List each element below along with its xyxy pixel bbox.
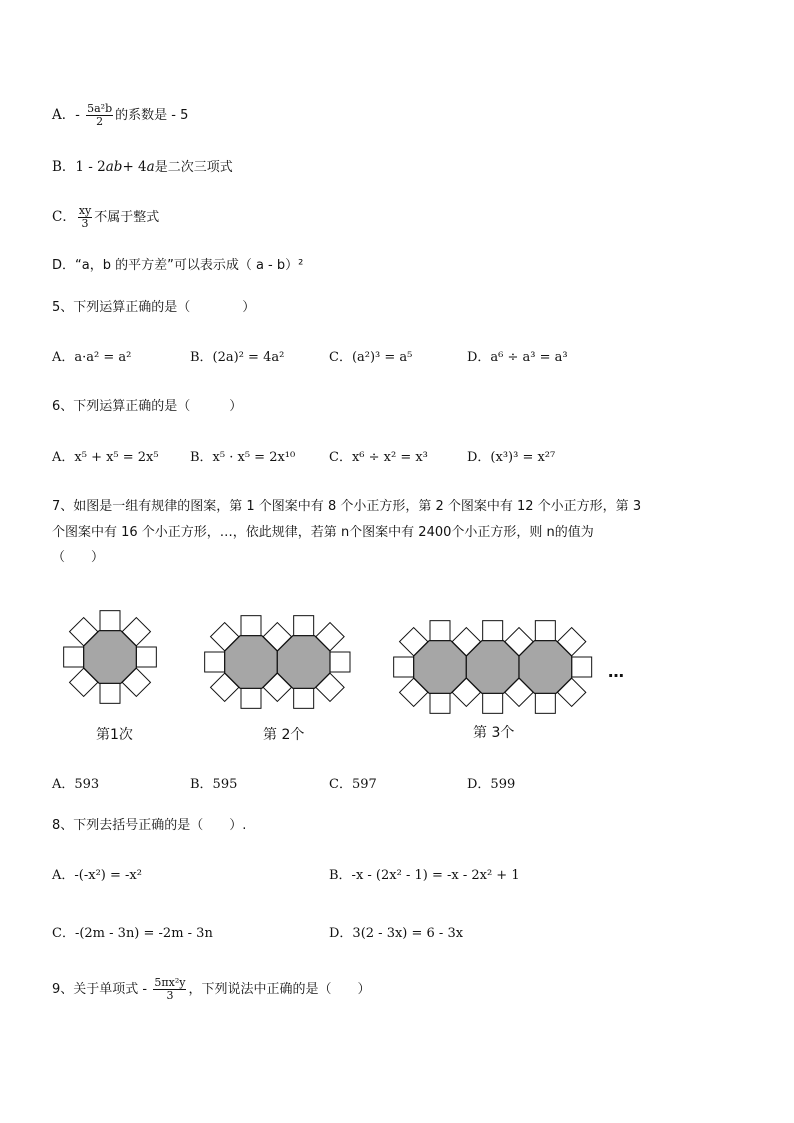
q4-b-a: a [146, 159, 155, 175]
small-square-11 [294, 616, 314, 636]
q6-option-b: B．x⁵ · x⁵ = 2x¹⁰ [190, 450, 296, 465]
q6-option-c: C．x⁶ ÷ x² = x³ [329, 450, 428, 465]
q9-frac-num: 5πx²y [154, 976, 186, 989]
q4-c-frac-den: 3 [81, 217, 89, 230]
small-square-36 [572, 657, 592, 677]
q4-a-label: A．- [52, 107, 80, 123]
small-square-9 [241, 616, 261, 636]
small-square-20 [330, 652, 350, 672]
small-square-21 [430, 621, 450, 641]
q6-option-a: A．x⁵ + x⁵ = 2x⁵ [52, 450, 159, 465]
q8-option-c: C．-(2m - 3n) = -2m - 3n [52, 926, 213, 941]
q7-option-d: D．599 [467, 777, 516, 792]
q7-ellipsis: … [608, 662, 624, 681]
q9-stem [52, 977, 370, 1002]
q5-stem: 5、下列运算正确的是（ ） [52, 300, 256, 315]
q7-option-c: C．597 [329, 777, 377, 792]
q5-option-d: D．a⁶ ÷ a³ = a³ [467, 350, 568, 365]
q4-c-label: C． [52, 209, 76, 225]
q5-option-a: A．a·a² = a² [52, 350, 132, 365]
q8-option-a: A．-(-x²) = -x² [52, 868, 142, 883]
q7-label-3: 第 3个 [473, 725, 515, 741]
small-square-24 [483, 693, 503, 713]
q4-c-tail: 不属于整式 [94, 210, 160, 225]
q7-option-a: A．593 [52, 777, 100, 792]
small-square-7 [64, 647, 84, 667]
q6-stem: 6、下列运算正确的是（ ） [52, 399, 243, 414]
q4-b-label: B．1 - 2 [52, 159, 106, 175]
q4-b-tail: 是二次三项式 [154, 160, 233, 175]
q7-label-2: 第 2个 [263, 727, 305, 743]
octagon-3 [277, 636, 330, 689]
q7-option-b: B．595 [190, 777, 238, 792]
small-square-23 [483, 621, 503, 641]
q9-fraction [153, 977, 186, 1002]
q8-stem: 8、下列去括号正确的是（ ）. [52, 818, 247, 833]
q4-option-d: D．“a，b 的平方差”可以表示成（ a - b）² [52, 258, 304, 273]
octagon-1 [84, 631, 137, 684]
q4-a-tail: 的系数是 - 5 [115, 108, 189, 123]
q9-frac-den: 3 [166, 989, 174, 1002]
q4-b-ab: ab [105, 159, 123, 175]
small-square-2 [100, 683, 120, 703]
small-square-22 [430, 693, 450, 713]
small-square-8 [136, 647, 156, 667]
small-square-35 [394, 657, 414, 677]
q4-c-frac-num: xy [78, 204, 92, 217]
q5-option-c: C．(a²)³ = a⁵ [329, 350, 413, 365]
q7-label-1: 第1次 [96, 727, 133, 743]
q7-stem-line1: 7、如图是一组有规律的图案，第 1 个图案中有 8 个小正方形，第 2 个图案中有 12 个小正方形，第 3 [52, 499, 642, 514]
small-square-26 [535, 693, 555, 713]
octagon-2 [225, 636, 278, 689]
q9-stem-post: ，下列说法中正确的是（ ） [188, 982, 371, 997]
q4-a-frac-num: 5a²b [87, 102, 113, 115]
small-square-10 [241, 688, 261, 708]
q9-stem-pre: 9、关于单项式 - [52, 982, 148, 997]
small-square-12 [294, 688, 314, 708]
small-square-19 [205, 652, 225, 672]
q8-option-d: D．3(2 - 3x) = 6 - 3x [329, 926, 464, 941]
small-square-25 [535, 621, 555, 641]
octagon-4 [414, 641, 467, 694]
q6-option-d: D．(x³)³ = x²⁷ [467, 450, 556, 465]
q5-option-b: B．(2a)² = 4a² [190, 350, 285, 365]
small-square-1 [100, 611, 120, 631]
q4-b-mid: + 4 [122, 159, 147, 175]
q7-stem-line2: 个图案中有 16 个小正方形，…，依此规律，若第 n个图案中有 2400个小正方形，则 n的值为 [52, 525, 594, 540]
octagon-5 [466, 641, 519, 694]
octagon-6 [519, 641, 572, 694]
q7-stem-line3: （ ） [52, 550, 105, 565]
q4-a-frac-den: 2 [96, 115, 104, 128]
q8-option-b: B．-x - (2x² - 1) = -x - 2x² + 1 [329, 868, 520, 883]
